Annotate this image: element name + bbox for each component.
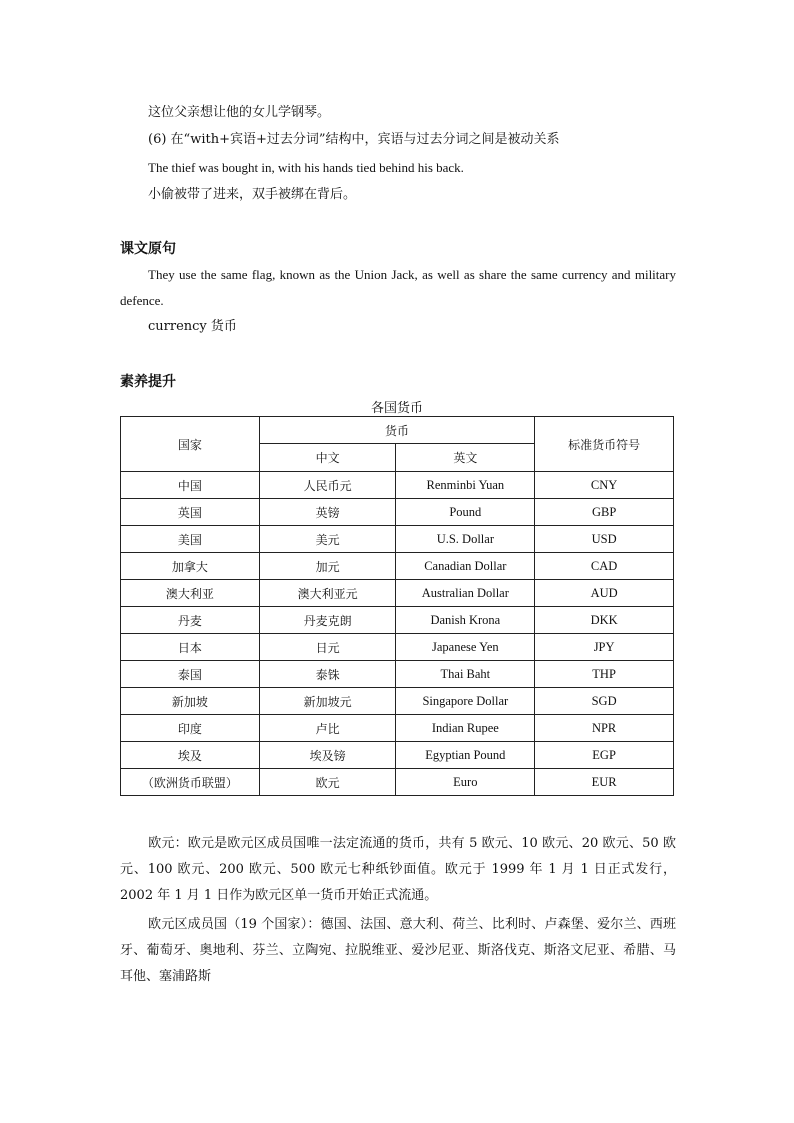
- currency-code-cell: AUD: [535, 580, 674, 607]
- table-row: [121, 715, 674, 742]
- english-name-cell: Thai Baht: [396, 661, 535, 688]
- header-code: 标准货币符号: [535, 417, 674, 472]
- country-cell: 印度: [121, 715, 260, 742]
- header-english: 英文: [396, 444, 535, 472]
- currency-code-cell: EGP: [535, 742, 674, 769]
- header-chinese: 中文: [259, 444, 396, 472]
- euro-paragraph: [120, 831, 676, 909]
- euro-paragraph-text: 欧元：欧元是欧元区成员国唯一法定流通的货币，共有 5 欧元、10 欧元、20 欧元、50 欧元、100 欧元、200 欧元、500 欧元七种纸钞面值。欧元于 1999 年 1 月 1 日正式发行，2002 年 1 月 1 日作为欧元区单一货币开始正式流通。: [120, 836, 676, 903]
- table-row: [121, 553, 674, 580]
- country-cell: 日本: [121, 634, 260, 661]
- english-name-cell: Renminbi Yuan: [396, 472, 535, 499]
- table-row: [121, 688, 674, 715]
- chinese-name-cell: 美元: [259, 526, 396, 553]
- english-name-cell: Canadian Dollar: [396, 553, 535, 580]
- table-row: [121, 499, 674, 526]
- country-cell: 美国: [121, 526, 260, 553]
- section-heading-original-sentence: 课文原句: [120, 241, 176, 257]
- table-row: [121, 472, 674, 499]
- intro-line-2: (6) 在“with+宾语+过去分词”结构中，宾语与过去分词之间是被动关系: [148, 132, 560, 147]
- country-cell: 新加坡: [121, 688, 260, 715]
- header-country: 国家: [121, 417, 260, 472]
- currency-code-cell: JPY: [535, 634, 674, 661]
- chinese-name-cell: 英镑: [259, 499, 396, 526]
- currency-code-cell: CNY: [535, 472, 674, 499]
- original-sentence: [120, 262, 676, 314]
- country-cell: 丹麦: [121, 607, 260, 634]
- english-name-cell: Japanese Yen: [396, 634, 535, 661]
- country-cell: 澳大利亚: [121, 580, 260, 607]
- currency-code-cell: USD: [535, 526, 674, 553]
- english-name-cell: Singapore Dollar: [396, 688, 535, 715]
- english-name-cell: Indian Rupee: [396, 715, 535, 742]
- currency-code-cell: NPR: [535, 715, 674, 742]
- table-row: [121, 526, 674, 553]
- intro-example-sentence: The thief was bought in, with his hands tied behind his back.: [148, 160, 464, 175]
- country-cell: 加拿大: [121, 553, 260, 580]
- currency-code-cell: GBP: [535, 499, 674, 526]
- original-sentence-text: They use the same flag, known as the Union Jack, as well as share the same currency and military defence.: [120, 267, 676, 308]
- table-title: 各国货币: [370, 401, 423, 416]
- chinese-name-cell: 泰铢: [259, 661, 396, 688]
- table-row: [121, 742, 674, 769]
- country-cell: 英国: [121, 499, 260, 526]
- table-row: [121, 580, 674, 607]
- english-name-cell: U.S. Dollar: [396, 526, 535, 553]
- currency-code-cell: THP: [535, 661, 674, 688]
- english-name-cell: Danish Krona: [396, 607, 535, 634]
- english-name-cell: Egyptian Pound: [396, 742, 535, 769]
- english-name-cell: Australian Dollar: [396, 580, 535, 607]
- chinese-name-cell: 新加坡元: [259, 688, 396, 715]
- english-name-cell: Euro: [396, 769, 535, 796]
- header-currency: 货币: [259, 417, 535, 444]
- currency-code-cell: DKK: [535, 607, 674, 634]
- intro-example-translation: 小偷被带了进来，双手被绑在背后。: [148, 187, 357, 202]
- chinese-name-cell: 丹麦克朗: [259, 607, 396, 634]
- eurozone-members-text: 欧元区成员国（19 个国家）：德国、法国、意大利、荷兰、比利时、卢森堡、爱尔兰、西班牙、葡萄牙、奥地利、芬兰、立陶宛、拉脱维亚、爱沙尼亚、斯洛伐克、斯洛文尼亚、希腊、马耳他、塞浦路斯: [120, 917, 676, 984]
- currency-code-cell: EUR: [535, 769, 674, 796]
- chinese-name-cell: 日元: [259, 634, 396, 661]
- chinese-name-cell: 欧元: [259, 769, 396, 796]
- table-row: [121, 661, 674, 688]
- vocab-item: currency 货币: [148, 319, 237, 334]
- chinese-name-cell: 卢比: [259, 715, 396, 742]
- chinese-name-cell: 加元: [259, 553, 396, 580]
- country-cell: 埃及: [121, 742, 260, 769]
- chinese-name-cell: 澳大利亚元: [259, 580, 396, 607]
- table-row: [121, 634, 674, 661]
- country-cell: 中国: [121, 472, 260, 499]
- table-row: [121, 607, 674, 634]
- english-name-cell: Pound: [396, 499, 535, 526]
- chinese-name-cell: 埃及镑: [259, 742, 396, 769]
- currency-code-cell: CAD: [535, 553, 674, 580]
- intro-line-1: 这位父亲想让他的女儿学钢琴。: [148, 105, 331, 120]
- currency-code-cell: SGD: [535, 688, 674, 715]
- chinese-name-cell: 人民币元: [259, 472, 396, 499]
- country-cell: 泰国: [121, 661, 260, 688]
- eurozone-members-paragraph: [120, 912, 676, 990]
- currency-table: [120, 416, 674, 796]
- section-heading-literacy: 素养提升: [120, 374, 176, 390]
- currency-table-body: [121, 472, 674, 796]
- country-cell: （欧洲货币联盟）: [121, 769, 260, 796]
- table-row: [121, 769, 674, 796]
